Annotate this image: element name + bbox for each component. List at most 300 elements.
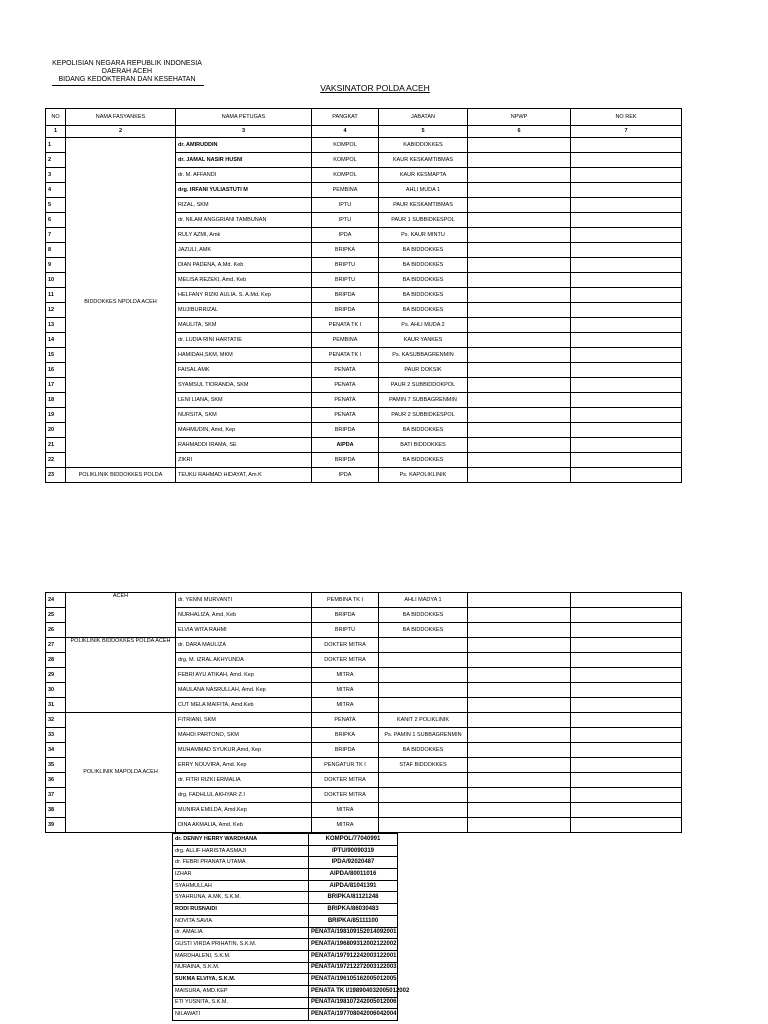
jabatan-cell: [379, 638, 468, 653]
petugas-name: NURAINA, S.K.M.: [173, 962, 309, 974]
row-no: 23: [46, 468, 66, 483]
vaksinator-table-1: [45, 108, 682, 483]
petugas-name: dr. JAMAL NASIR HUSNI: [176, 153, 312, 168]
vaksinator-list-bottom: [172, 833, 465, 1021]
petugas-name: MUNIRA EMILDA, Amd.Kep: [176, 803, 312, 818]
spacer-cell: [398, 857, 465, 869]
list-row: [173, 939, 465, 951]
npwp-cell: [468, 183, 571, 198]
pangkat-cell: KOMPOL: [312, 153, 379, 168]
table-row: [46, 713, 682, 728]
jabatan-cell: BA BIDDOKKES: [379, 243, 468, 258]
npwp-cell: [468, 438, 571, 453]
norek-cell: [571, 138, 682, 153]
norek-cell: [571, 153, 682, 168]
spacer-cell: [398, 950, 465, 962]
table-row: [46, 468, 682, 483]
norek-cell: [571, 773, 682, 788]
pangkat-cell: BRIPDA: [312, 743, 379, 758]
jabatan-cell: [379, 788, 468, 803]
norek-cell: [571, 228, 682, 243]
petugas-name: dr. DENNY HERRY WARDHANA: [173, 834, 309, 846]
petugas-name: MELISA REZEKI, Amd, Keb: [176, 273, 312, 288]
col-petugas-header: NAMA PETUGAS: [176, 109, 312, 126]
norek-cell: [571, 318, 682, 333]
norek-cell: [571, 198, 682, 213]
petugas-name: MAULANA NASRULLAH, Amd. Kep: [176, 683, 312, 698]
petugas-name: CUT MELA MAIFITA, Amd.Keb: [176, 698, 312, 713]
npwp-cell: [468, 818, 571, 833]
pangkat-cell: DOKTER MITRA: [312, 653, 379, 668]
petugas-name: drg. ALLIF HARISTA ASMAJI: [173, 845, 309, 857]
npwp-cell: [468, 743, 571, 758]
fasyankes-group-aceh: ACEH: [66, 593, 176, 638]
spacer-cell: [398, 997, 465, 1009]
jabatan-cell: [379, 653, 468, 668]
norek-cell: [571, 363, 682, 378]
norek-cell: [571, 303, 682, 318]
npwp-cell: [468, 408, 571, 423]
petugas-name: TEUKU RAHMAD HIDAYAT, Am.K: [176, 468, 312, 483]
table-row: [46, 138, 682, 153]
petugas-name: dr. LUDIA RINI HARTATIE: [176, 333, 312, 348]
npwp-cell: [468, 653, 571, 668]
norek-cell: [571, 593, 682, 608]
row-no: 2: [46, 153, 66, 168]
pangkat-cell: PENATA: [312, 378, 379, 393]
pangkat-nrp-cell: PENATA/197912242003122001: [309, 950, 398, 962]
jabatan-cell: BA BIDDOKKES: [379, 303, 468, 318]
norek-cell: [571, 393, 682, 408]
norek-cell: [571, 438, 682, 453]
list-row: [173, 974, 465, 986]
spacer-cell: [398, 834, 465, 846]
jabatan-cell: KAUR KESMAPTA: [379, 168, 468, 183]
petugas-name: GUSTI VIRDA PRIHATIN, S.K.M.: [173, 939, 309, 951]
pangkat-cell: MITRA: [312, 803, 379, 818]
pangkat-cell: MITRA: [312, 668, 379, 683]
row-no: 36: [46, 773, 66, 788]
row-no: 32: [46, 713, 66, 728]
petugas-name: FAISAL AMK: [176, 363, 312, 378]
petugas-name: ERRY NOUVIRA, Amd. Kep: [176, 758, 312, 773]
pangkat-cell: DOKTER MITRA: [312, 638, 379, 653]
jabatan-cell: PAUR 2 SUBBIDDOKPOL: [379, 378, 468, 393]
pangkat-nrp-cell: BRIPKA/81121248: [309, 892, 398, 904]
jabatan-cell: BA BIDDOKKES: [379, 743, 468, 758]
row-no: 25: [46, 608, 66, 623]
jabatan-cell: KAUR KESKAMTIBMAS: [379, 153, 468, 168]
list-row: [173, 997, 465, 1009]
jabatan-cell: [379, 683, 468, 698]
norek-cell: [571, 743, 682, 758]
col-index-2: 2: [66, 126, 176, 138]
norek-cell: [571, 408, 682, 423]
pangkat-cell: BRIPDA: [312, 453, 379, 468]
norek-cell: [571, 273, 682, 288]
petugas-name: LENI LIANA, SKM: [176, 393, 312, 408]
pangkat-cell: PEMBINA TK I: [312, 593, 379, 608]
pangkat-cell: PENGATUR TK I: [312, 758, 379, 773]
letterhead-line-3: BIDANG KEDOKTERAN DAN KESEHATAN: [58, 76, 196, 83]
row-no: 21: [46, 438, 66, 453]
table-row: [46, 638, 682, 653]
jabatan-cell: BA BIDDOKKES: [379, 258, 468, 273]
pangkat-cell: IPTU: [312, 198, 379, 213]
pangkat-nrp-cell: PENATA/198109152014092001: [309, 927, 398, 939]
petugas-name: DIAN PADENA, A.Md. Keb: [176, 258, 312, 273]
norek-cell: [571, 468, 682, 483]
list-row: [173, 845, 465, 857]
pangkat-cell: KOMPOL: [312, 138, 379, 153]
list-row: [173, 1009, 465, 1021]
petugas-name: JAZULI, AMK: [176, 243, 312, 258]
npwp-cell: [468, 803, 571, 818]
col-npwp-header: NPWP: [468, 109, 571, 126]
row-no: 6: [46, 213, 66, 228]
pangkat-nrp-cell: PENATA/198107242005012006: [309, 997, 398, 1009]
jabatan-cell: KAUR YANKES: [379, 333, 468, 348]
row-no: 10: [46, 273, 66, 288]
document-title: VAKSINATOR POLDA ACEH: [320, 83, 430, 93]
pangkat-cell: PENATA TK I: [312, 318, 379, 333]
row-no: 16: [46, 363, 66, 378]
spacer-cell: [398, 904, 465, 916]
npwp-cell: [468, 273, 571, 288]
jabatan-cell: KANIT 2 POLIKLINIK: [379, 713, 468, 728]
row-no: 39: [46, 818, 66, 833]
list-row: [173, 927, 465, 939]
norek-cell: [571, 638, 682, 653]
letterhead-underline: [52, 85, 204, 86]
jabatan-cell: Ps. PAMIN 1 SUBBAGRENMIN: [379, 728, 468, 743]
jabatan-cell: Ps. KAUR MINTU: [379, 228, 468, 243]
npwp-cell: [468, 453, 571, 468]
jabatan-cell: BA BIDDOKKES: [379, 623, 468, 638]
petugas-name: IZHAR: [173, 869, 309, 881]
petugas-name: SUKMA ELVIYA, S.K.M.: [173, 974, 309, 986]
row-no: 29: [46, 668, 66, 683]
pangkat-cell: BRIPKA: [312, 243, 379, 258]
row-no: 9: [46, 258, 66, 273]
fasyankes-group-poliklinik-biddokkes: POLIKLINIK BIDDOKKES POLDA ACEH: [66, 638, 176, 713]
norek-cell: [571, 728, 682, 743]
pangkat-nrp-cell: PENATA/197708042006042004: [309, 1009, 398, 1021]
row-no: 38: [46, 803, 66, 818]
col-index-1: 1: [46, 126, 66, 138]
row-no: 34: [46, 743, 66, 758]
norek-cell: [571, 788, 682, 803]
table-row: [46, 593, 682, 608]
bottom-list-body: [173, 834, 465, 1021]
col-jabatan-header: JABATAN: [379, 109, 468, 126]
row-no: 17: [46, 378, 66, 393]
petugas-name: MARDHALENI, S.K.M.: [173, 950, 309, 962]
jabatan-cell: [379, 698, 468, 713]
npwp-cell: [468, 168, 571, 183]
npwp-cell: [468, 393, 571, 408]
jabatan-cell: AHLI MUDA 1: [379, 183, 468, 198]
col-no-header: NO: [46, 109, 66, 126]
norek-cell: [571, 168, 682, 183]
petugas-name: DINA AKMALIA, Amd. Keb: [176, 818, 312, 833]
npwp-cell: [468, 623, 571, 638]
npwp-cell: [468, 788, 571, 803]
list-row: [173, 915, 465, 927]
norek-cell: [571, 668, 682, 683]
jabatan-cell: BA BIDDOKKES: [379, 288, 468, 303]
jabatan-cell: BA BIDDOKKES: [379, 453, 468, 468]
norek-cell: [571, 378, 682, 393]
npwp-cell: [468, 348, 571, 363]
table-2-body: [46, 593, 682, 833]
pangkat-nrp-cell: IPDA/92020487: [309, 857, 398, 869]
row-no: 4: [46, 183, 66, 198]
row-no: 15: [46, 348, 66, 363]
pangkat-cell: MITRA: [312, 818, 379, 833]
petugas-name: NOVITA SAVIA: [173, 915, 309, 927]
pangkat-cell: BRIPDA: [312, 423, 379, 438]
npwp-cell: [468, 638, 571, 653]
jabatan-cell: BA BIDDOKKES: [379, 423, 468, 438]
norek-cell: [571, 213, 682, 228]
npwp-cell: [468, 303, 571, 318]
spacer-cell: [398, 845, 465, 857]
row-no: 35: [46, 758, 66, 773]
pangkat-cell: BRIPTU: [312, 273, 379, 288]
pangkat-cell: PENATA: [312, 393, 379, 408]
jabatan-cell: AHLI MADYA 1: [379, 593, 468, 608]
row-no: 8: [46, 243, 66, 258]
jabatan-cell: [379, 803, 468, 818]
spacer-cell: [398, 927, 465, 939]
petugas-name: dr. NILAM ANGGRIANI TAMBUNAN: [176, 213, 312, 228]
norek-cell: [571, 803, 682, 818]
pangkat-cell: PEMBINA: [312, 183, 379, 198]
pangkat-cell: MITRA: [312, 698, 379, 713]
spacer-cell: [398, 974, 465, 986]
norek-cell: [571, 258, 682, 273]
petugas-name: dr. AMIRUDDIN: [176, 138, 312, 153]
pangkat-cell: BRIPDA: [312, 303, 379, 318]
pangkat-cell: AIPDA: [312, 438, 379, 453]
petugas-name: SYAHRUNA, A.MK, S.K.M.: [173, 892, 309, 904]
jabatan-cell: PAUR 2 SUBBIDKESPOL: [379, 408, 468, 423]
npwp-cell: [468, 698, 571, 713]
norek-cell: [571, 653, 682, 668]
spacer-cell: [398, 962, 465, 974]
spacer-cell: [398, 915, 465, 927]
npwp-cell: [468, 728, 571, 743]
row-no: 19: [46, 408, 66, 423]
petugas-name: dr. FEBRI PRANATA UTAMA: [173, 857, 309, 869]
petugas-name: FITRIANI, SKM: [176, 713, 312, 728]
petugas-name: RIZAL, SKM: [176, 198, 312, 213]
list-row: [173, 962, 465, 974]
row-no: 22: [46, 453, 66, 468]
jabatan-cell: BA BIDDOKKES: [379, 273, 468, 288]
norek-cell: [571, 608, 682, 623]
npwp-cell: [468, 593, 571, 608]
petugas-name: drg. M. IZRAL AKHYUNDA: [176, 653, 312, 668]
list-row: [173, 857, 465, 869]
petugas-name: dr. M. AFFANDI: [176, 168, 312, 183]
jabatan-cell: BATI BIDDOKKES: [379, 438, 468, 453]
petugas-name: drg. IRFANI YULIASTUTI M: [176, 183, 312, 198]
petugas-name: dr. DARA MAULIZA: [176, 638, 312, 653]
list-row: [173, 880, 465, 892]
list-row: [173, 834, 465, 846]
pangkat-nrp-cell: AIPDA/81041391: [309, 880, 398, 892]
norek-cell: [571, 623, 682, 638]
col-index-3: 3: [176, 126, 312, 138]
petugas-name: RODI RUSNAIDI: [173, 904, 309, 916]
jabatan-cell: [379, 773, 468, 788]
petugas-name: dr. YENNI MURVANTI: [176, 593, 312, 608]
npwp-cell: [468, 318, 571, 333]
npwp-cell: [468, 468, 571, 483]
norek-cell: [571, 698, 682, 713]
pangkat-nrp-cell: BRIPKA/86030483: [309, 904, 398, 916]
fasyankes-group-poliklinik: POLIKLINIK BIDDOKKES POLDA: [66, 468, 176, 483]
row-no: 5: [46, 198, 66, 213]
pangkat-cell: BRIPTU: [312, 623, 379, 638]
petugas-name: NURHALIZA, Amd, Keb: [176, 608, 312, 623]
norek-cell: [571, 288, 682, 303]
jabatan-cell: Ps. KASUBBAGRENMIN: [379, 348, 468, 363]
row-no: 28: [46, 653, 66, 668]
npwp-cell: [468, 288, 571, 303]
pangkat-cell: PENATA: [312, 713, 379, 728]
list-row: [173, 985, 465, 997]
petugas-name: RAHMADDI IRAMA, SE: [176, 438, 312, 453]
npwp-cell: [468, 713, 571, 728]
petugas-name: HELFANY RIZKI AULIA. S. A.Md. Kep: [176, 288, 312, 303]
row-no: 14: [46, 333, 66, 348]
npwp-cell: [468, 683, 571, 698]
pangkat-cell: PENATA: [312, 408, 379, 423]
row-no: 26: [46, 623, 66, 638]
petugas-name: MAULITA, SKM: [176, 318, 312, 333]
petugas-name: drg. FADHLUL AKHYAR Z.I: [176, 788, 312, 803]
jabatan-cell: KABIDDOKKES: [379, 138, 468, 153]
col-norek-header: NO REK: [571, 109, 682, 126]
col-index-6: 6: [468, 126, 571, 138]
pangkat-cell: PEMBINA: [312, 333, 379, 348]
pangkat-cell: BRIPDA: [312, 288, 379, 303]
row-no: 3: [46, 168, 66, 183]
pangkat-nrp-cell: PENATA/196809312002122002: [309, 939, 398, 951]
col-index-4: 4: [312, 126, 379, 138]
pangkat-cell: KOMPOL: [312, 168, 379, 183]
row-no: 7: [46, 228, 66, 243]
spacer-cell: [398, 880, 465, 892]
pangkat-nrp-cell: PENATA/197212272003122003: [309, 962, 398, 974]
jabatan-cell: Ps. KAPOLIKLINIK: [379, 468, 468, 483]
norek-cell: [571, 453, 682, 468]
npwp-cell: [468, 773, 571, 788]
norek-cell: [571, 423, 682, 438]
petugas-name: MAHDI PARTONO, SKM: [176, 728, 312, 743]
spacer-cell: [398, 939, 465, 951]
row-no: 11: [46, 288, 66, 303]
npwp-cell: [468, 153, 571, 168]
norek-cell: [571, 333, 682, 348]
npwp-cell: [468, 333, 571, 348]
jabatan-cell: PAUR 1 SUBBIDKESPOL: [379, 213, 468, 228]
pangkat-cell: BRIPKA: [312, 728, 379, 743]
petugas-name: FEBRI AYU ATIKAH, Amd. Kep: [176, 668, 312, 683]
petugas-name: NURSITA, SKM: [176, 408, 312, 423]
pangkat-nrp-cell: PENATA TK I/198904032005012002: [309, 985, 398, 997]
npwp-cell: [468, 758, 571, 773]
col-index-5: 5: [379, 126, 468, 138]
npwp-cell: [468, 258, 571, 273]
pangkat-cell: DOKTER MITRA: [312, 788, 379, 803]
norek-cell: [571, 683, 682, 698]
pangkat-cell: BRIPDA: [312, 608, 379, 623]
row-no: 30: [46, 683, 66, 698]
fasyankes-group-biddokkes: BIDDOKKES NPOLDA ACEH: [66, 138, 176, 468]
jabatan-cell: BA BIDDOKKES: [379, 608, 468, 623]
npwp-cell: [468, 668, 571, 683]
fasyankes-group-mapolda: POLIKLINIK MAPOLDA ACEH: [66, 713, 176, 833]
pangkat-nrp-cell: AIPDA/80011016: [309, 869, 398, 881]
jabatan-cell: PAUR DOKSIK: [379, 363, 468, 378]
petugas-name: SYAHMULLAH: [173, 880, 309, 892]
list-row: [173, 904, 465, 916]
pangkat-cell: PENATA TK I: [312, 348, 379, 363]
norek-cell: [571, 243, 682, 258]
jabatan-cell: [379, 818, 468, 833]
petugas-name: MAISURA, AMD.KEP: [173, 985, 309, 997]
petugas-name: MUHAMMAD SYUKUR,Amd, Kep: [176, 743, 312, 758]
row-no: 1: [46, 138, 66, 153]
npwp-cell: [468, 138, 571, 153]
col-index-7: 7: [571, 126, 682, 138]
col-pangkat-header: PANGKAT: [312, 109, 379, 126]
norek-cell: [571, 348, 682, 363]
row-no: 24: [46, 593, 66, 608]
pangkat-cell: DOKTER MITRA: [312, 773, 379, 788]
row-no: 27: [46, 638, 66, 653]
npwp-cell: [468, 423, 571, 438]
row-no: 37: [46, 788, 66, 803]
petugas-name: ZIKRI: [176, 453, 312, 468]
header-row: [46, 109, 682, 126]
petugas-name: SYAMSUL TIORANDA, SKM: [176, 378, 312, 393]
letterhead-line-2: DAERAH ACEH: [101, 68, 153, 75]
spacer-cell: [398, 869, 465, 881]
petugas-name: MUJIBURRIZAL: [176, 303, 312, 318]
npwp-cell: [468, 198, 571, 213]
jabatan-cell: STAF BIDDOKKES: [379, 758, 468, 773]
pangkat-cell: MITRA: [312, 683, 379, 698]
pangkat-cell: PENATA: [312, 363, 379, 378]
pangkat-nrp-cell: IPTU/90090319: [309, 845, 398, 857]
norek-cell: [571, 183, 682, 198]
npwp-cell: [468, 228, 571, 243]
petugas-name: ETI YUSNITA, S.K.M.: [173, 997, 309, 1009]
row-no: 20: [46, 423, 66, 438]
petugas-name: NILAWATI: [173, 1009, 309, 1021]
pangkat-cell: IPDA: [312, 228, 379, 243]
pangkat-nrp-cell: KOMPOL/77040991: [309, 834, 398, 846]
pangkat-cell: BRIPTU: [312, 258, 379, 273]
table-1-body: [46, 109, 682, 483]
letterhead-line-1: KEPOLISIAN NEGARA REPUBLIK INDONESIA: [52, 60, 202, 67]
row-no: 13: [46, 318, 66, 333]
